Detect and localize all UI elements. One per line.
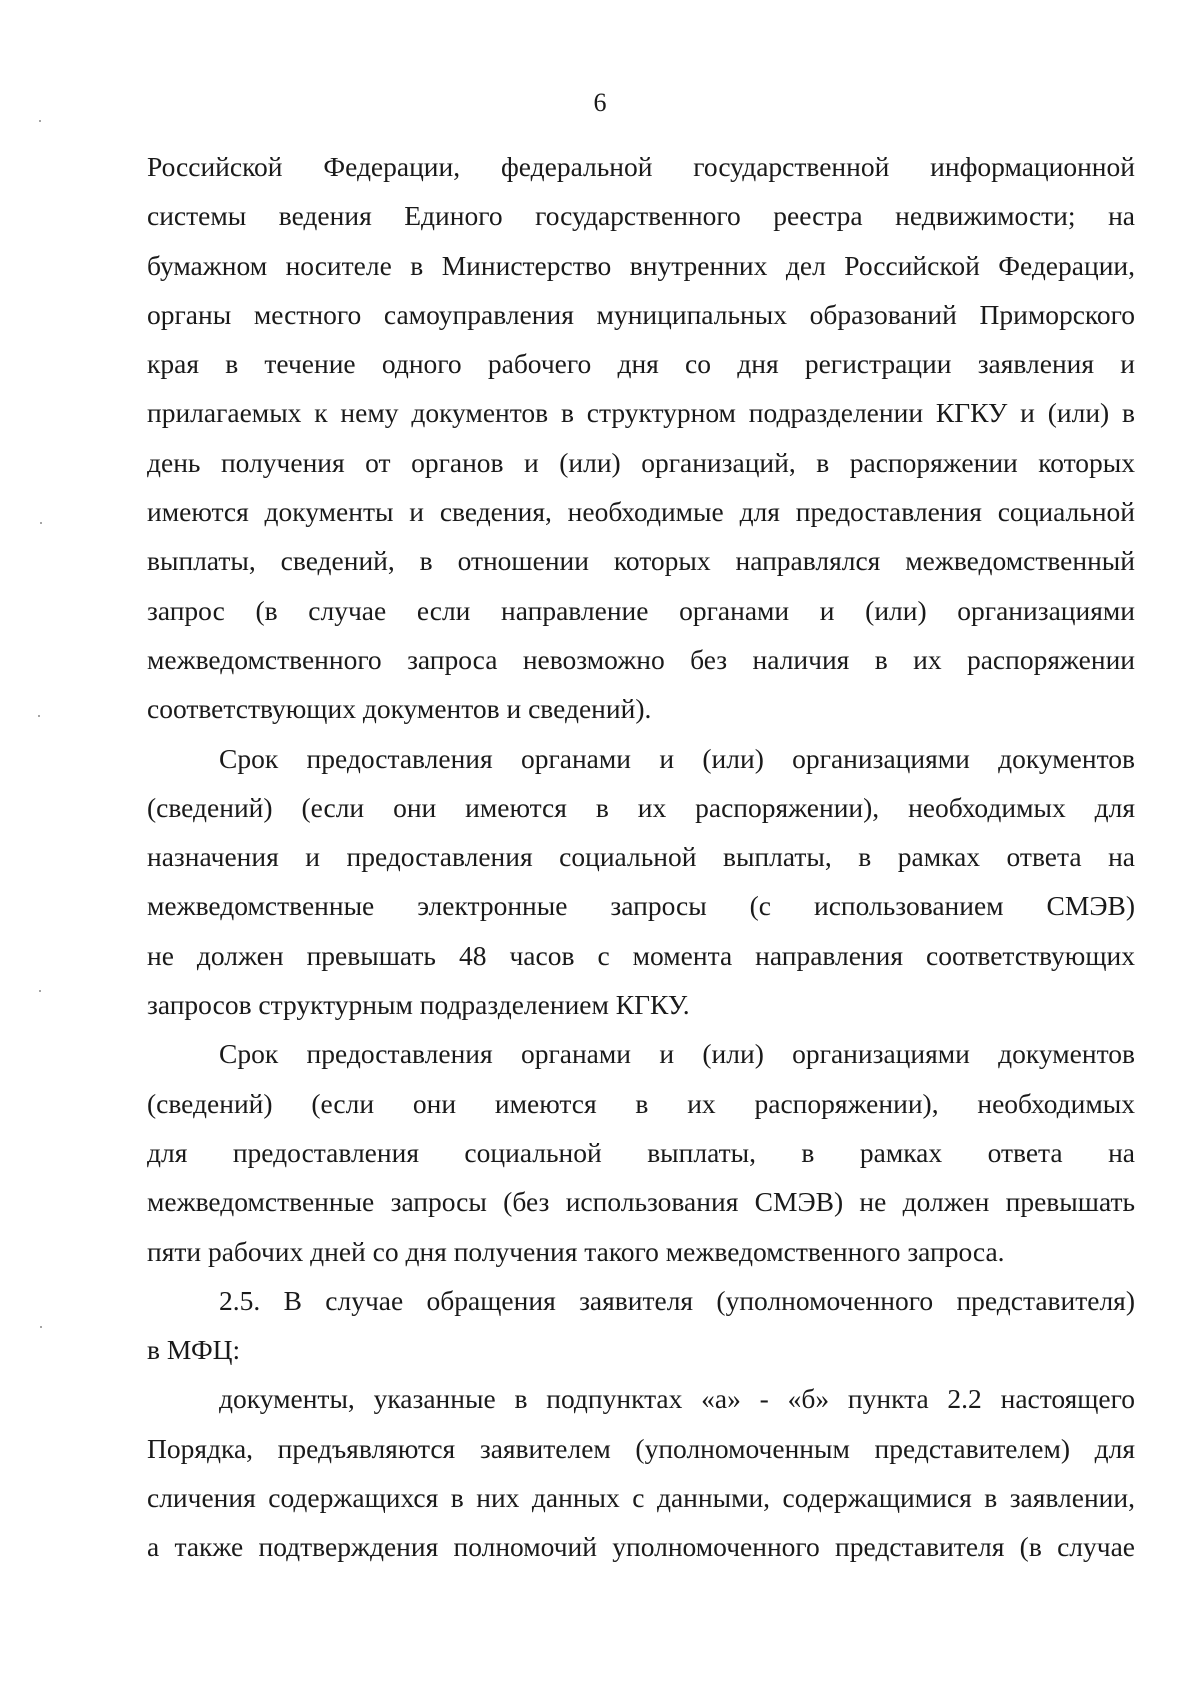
scan-artifact bbox=[39, 990, 41, 992]
text-line: Порядка, предъявляются заявителем (уполномоченным представителем) для bbox=[147, 1432, 1135, 1464]
scan-artifact bbox=[39, 120, 41, 122]
paragraph bbox=[147, 734, 1135, 1030]
paragraph bbox=[147, 1374, 1135, 1571]
text-line: (сведений) (если они имеются в их распоряжении), необходимых для bbox=[147, 791, 1135, 823]
text-line: Срок предоставления органами и (или) организациями документов bbox=[219, 742, 1135, 774]
paragraph bbox=[147, 1276, 1135, 1375]
text-line: имеются документы и сведения, необходимые для предоставления социальной bbox=[147, 496, 1135, 528]
text-line: прилагаемых к нему документов в структурном подразделении КГКУ и (или) в bbox=[147, 397, 1135, 429]
text-line: пяти рабочих дней со дня получения такого межведомственного запроса. bbox=[147, 1235, 1005, 1267]
text-line: запрос (в случае если направление органами и (или) организациями bbox=[147, 594, 1135, 626]
text-line: в МФЦ: bbox=[147, 1334, 241, 1366]
text-line: документы, указанные в подпунктах «а» - «б» пункта 2.2 настоящего bbox=[219, 1383, 1135, 1415]
text-line: сличения содержащихся в них данных с данными, содержащимися в заявлении, bbox=[147, 1482, 1135, 1514]
text-line: Срок предоставления органами и (или) организациями документов bbox=[219, 1038, 1135, 1070]
text-line: края в течение одного рабочего дня со дня регистрации заявления и bbox=[147, 348, 1135, 380]
text-line: назначения и предоставления социальной выплаты, в рамках ответа на bbox=[147, 841, 1135, 873]
text-line: запросов структурным подразделением КГКУ. bbox=[147, 989, 690, 1021]
text-line: для предоставления социальной выплаты, в рамках ответа на bbox=[147, 1136, 1135, 1168]
text-line: системы ведения Единого государственного реестра недвижимости; на bbox=[147, 200, 1135, 232]
text-line: выплаты, сведений, в отношении которых направлялся межведомственный bbox=[147, 545, 1135, 577]
text-line: межведомственные запросы (без использования СМЭВ) не должен превышать bbox=[147, 1186, 1135, 1218]
text-line: день получения от органов и (или) организаций, в распоряжении которых bbox=[147, 446, 1135, 478]
text-line: Российской Федерации, федеральной государственной информационной bbox=[147, 151, 1135, 182]
text-line: не должен превышать 48 часов с момента направления соответствующих bbox=[147, 939, 1135, 971]
scan-artifact bbox=[38, 715, 40, 717]
text-line: межведомственного запроса невозможно без наличия в их распоряжении bbox=[147, 643, 1135, 675]
text-line: органы местного самоуправления муниципальных образований Приморского bbox=[147, 298, 1135, 330]
document-body bbox=[147, 142, 1135, 1572]
page-number: 6 bbox=[593, 88, 607, 117]
text-line: (сведений) (если они имеются в их распоряжении), необходимых bbox=[147, 1087, 1135, 1119]
text-line: соответствующих документов и сведений). bbox=[147, 693, 652, 725]
text-line: межведомственные электронные запросы (с использованием СМЭВ) bbox=[147, 890, 1135, 922]
paragraph bbox=[147, 1029, 1135, 1275]
scan-artifact bbox=[40, 1326, 42, 1328]
text-line: бумажном носителе в Министерство внутренних дел Российской Федерации, bbox=[147, 249, 1135, 281]
paragraph bbox=[147, 142, 1135, 734]
scan-artifact bbox=[40, 522, 42, 524]
text-line: 2.5. В случае обращения заявителя (уполномоченного представителя) bbox=[219, 1284, 1135, 1316]
text-line: а также подтверждения полномочий уполномоченного представителя (в случае bbox=[147, 1531, 1135, 1563]
